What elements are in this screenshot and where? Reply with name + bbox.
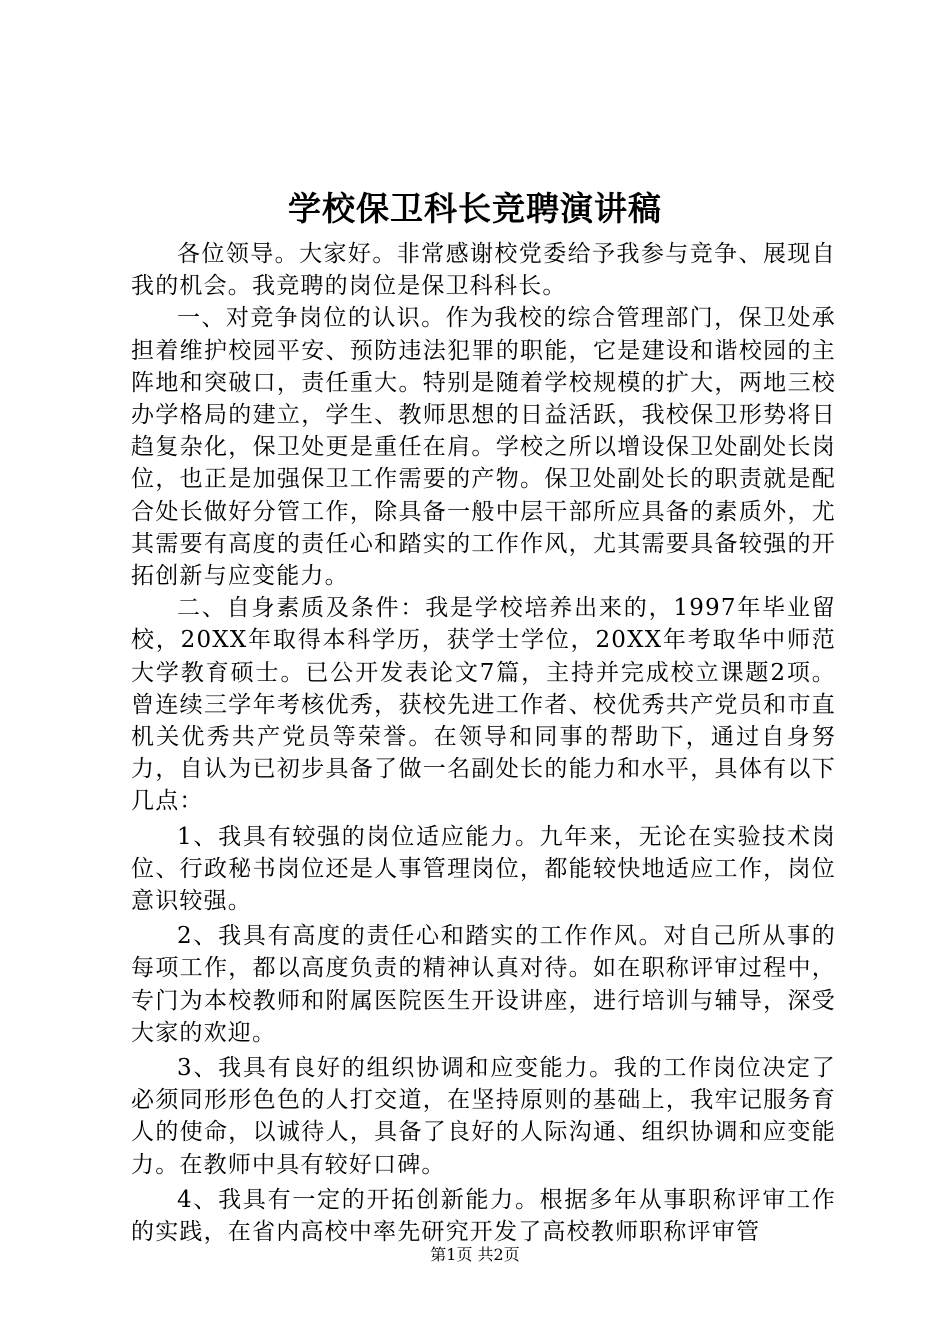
paragraph-position-understanding: 一、对竞争岗位的认识。作为我校的综合管理部门，保卫处承担着维护校园平安、预防违法犯罪的职能，它是建设和谐校园的主阵地和突破口，责任重大。特别是随着学校规模的扩大，两地三校办学格局的建立，学生、教师思想的日益活跃，我校保卫形势将日趋复杂化，保卫处更是重任在肩。学校之所以增设保卫处副处长岗位，也正是加强保卫工作需要的产物。保卫处副处长的职责就是配合处长做好分管工作，除具备一般中层干部所应具备的素质外，尤其需要有高度的责任心和踏实的工作作风，尤其需要具备较强的开拓创新与应变能力。 (131, 305, 836, 590)
page-number-footer: 第1页 共2页 (430, 1245, 520, 1264)
paragraph-greeting: 各位领导。大家好。非常感谢校党委给予我参与竞争、展现自我的机会。我竞聘的岗位是保卫科科长。 (131, 241, 836, 300)
document-title: 学校保卫科长竞聘演讲稿 (288, 189, 662, 228)
paragraph-point-1: 1、我具有较强的岗位适应能力。九年来，无论在实验技术岗位、行政秘书岗位还是人事管理岗位，都能较快地适应工作，岗位意识较强。 (131, 823, 836, 915)
paragraph-point-4: 4、我具有一定的开拓创新能力。根据多年从事职称评审工作的实践，在省内高校中率先研究开发了高校教师职称评审管 (131, 1186, 836, 1246)
paragraph-point-3: 3、我具有良好的组织协调和应变能力。我的工作岗位决定了必须同形形色色的人打交道，在坚持原则的基础上，我牢记服务育人的使命，以诚待人，具备了良好的人际沟通、组织协调和应变能力。在教师中具有较好口碑。 (131, 1055, 836, 1178)
paragraph-point-2: 2、我具有高度的责任心和踏实的工作作风。对自己所从事的每项工作，都以高度负责的精神认真对待。如在职称评审过程中，专门为本校教师和附属医院医生开设讲座，进行培训与辅导，深受大家的欢迎。 (131, 923, 836, 1046)
document-body (131, 238, 836, 1248)
paragraph-qualifications: 二、自身素质及条件：我是学校培养出来的，1997年毕业留校，20XX年取得本科学历，获学士学位，20XX年考取华中师范大学教育硕士。已公开发表论文7篇，主持并完成校立课题2项。曾连续三学年考核优秀，获校先进工作者、校优秀共产党员和市直机关优秀共产党员等荣誉。在领导和同事的帮助下，通过自身努力，自认为已初步具备了做一名副处长的能力和水平，具体有以下几点： (131, 595, 836, 815)
